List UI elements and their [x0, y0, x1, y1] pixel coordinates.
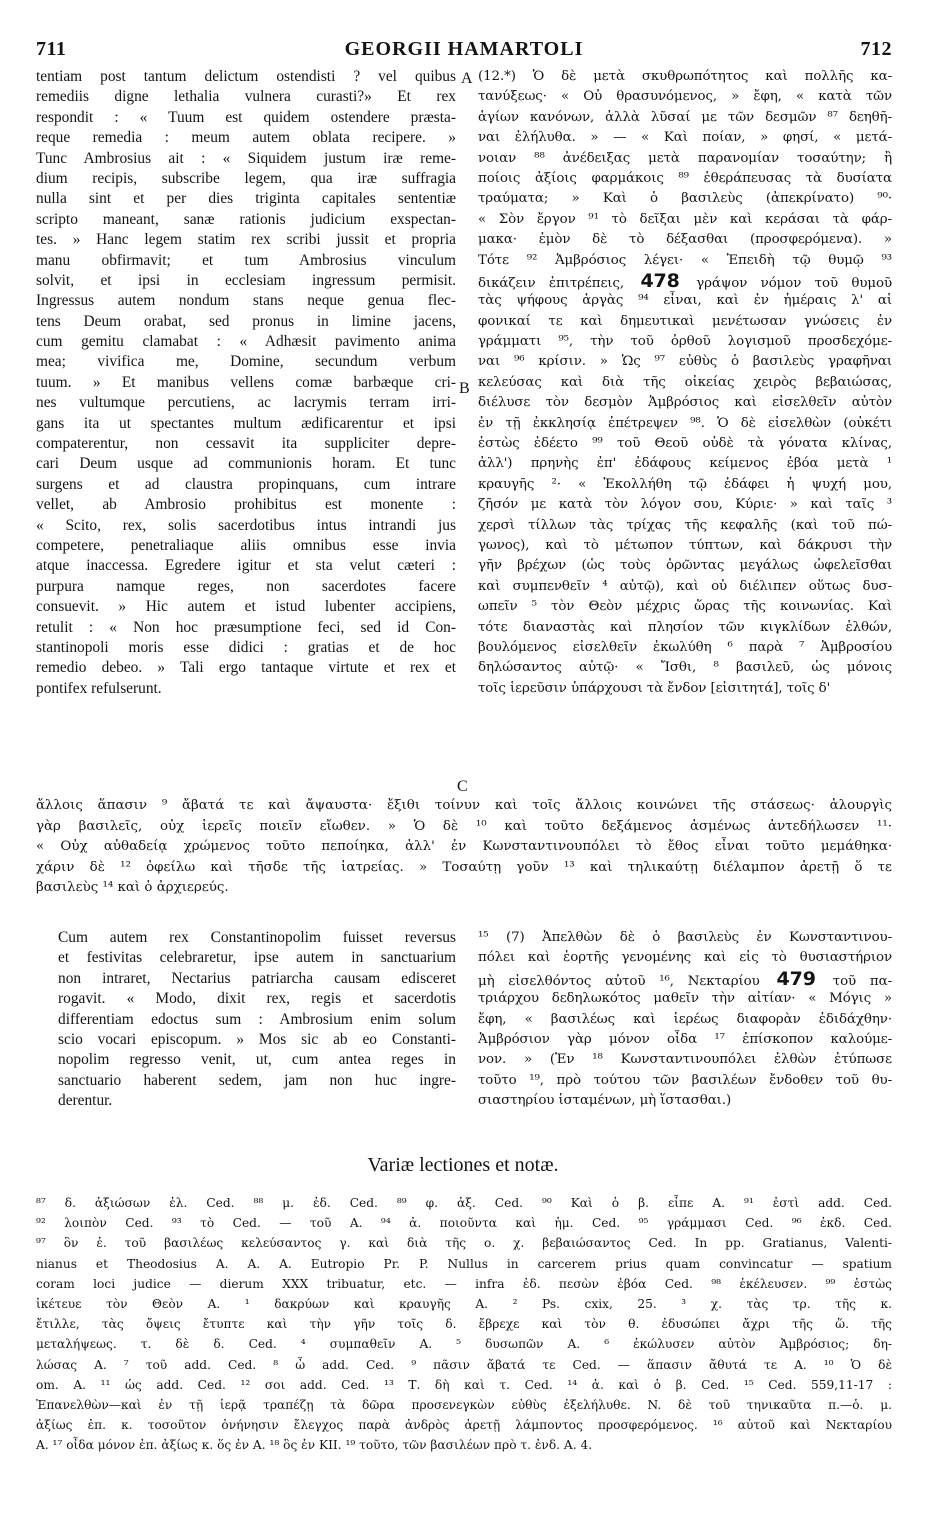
left-page-number: 711 — [36, 38, 67, 60]
text-line: ναι ἐλήλυθα. » — « Καὶ ποίαν, » φησί, « μετά- — [478, 130, 892, 146]
text-line: ἀξίως ἐπ. κ. τοσοῦτον ὀνήνησιν ἔλεγχος παρὰ ἀνδρὸς ἀρετῇ λάμποντος προσφερόμενος. ¹⁶ αὐτοῦ καὶ Νεκταρίου — [36, 1418, 892, 1433]
text-line: gans ita ut spectantes multum ædificarentur et ipsi — [36, 414, 456, 432]
text-line: surgens et ad claustra propinquans, cum intrare — [36, 475, 456, 493]
text-line: rogavit. « Modo, dixit rex, regis et sacerdotis — [58, 990, 456, 1008]
text-line: τριάρχου δεδηλωκότος μαθεῖν τὴν αἰτίαν· « Μόγις » — [478, 991, 892, 1007]
text-line: manu obfirmavit; et tum Ambrosius vinculum — [36, 251, 456, 269]
text-line: tens Deum orabat, sed pronus in limine jacens, — [36, 312, 456, 330]
text-line: τραύματα; » Καὶ ὁ βασιλεὺς (ἀπεκρίνατο) ⁹⁰· — [478, 191, 892, 207]
margin-letter-a: A — [461, 70, 473, 87]
text-line: « Scito, rex, solis sacerdotibus intus intrandi jus — [36, 516, 456, 534]
text-line: nopolim regresso venit, ut, cum antea reges in — [58, 1051, 456, 1069]
text-fragment: μὴ εἰσελθόντος αὐτοῦ ¹⁶, Νεκταρίου — [478, 973, 760, 989]
text-line: tentiam post tantum delictum ostendisti ? vel quibus — [36, 68, 456, 85]
text-fragment: γράψον νόμον τοῦ θυμοῦ — [696, 275, 892, 291]
text-line: sanctuario haberent sedem, jam non huc ingre- — [58, 1071, 456, 1089]
text-line: φονικαί τε καὶ δημευτικαὶ μενέτωσαν γνώσεις ἐν — [478, 313, 892, 329]
text-line: ζῆσόν με κατὰ τὸν λόγον σου, Κύριε· » καὶ ταῖς ³ — [478, 497, 892, 513]
text-line: coram loci judice — dierum XXX tribuatur, etc. — infra ἐδ. πεσὼν ἐβόα Ced. ⁹⁸ ἐκέλευσεν. ⁹⁹ ἑστὼς — [36, 1276, 892, 1291]
text-line: vellet, ab Ambrosio prohibitus est monente : — [36, 496, 456, 514]
text-line: νον. » (Ἐν ¹⁸ Κωνσταντινουπόλει ἐλθὼν ἐτύπωσε — [478, 1052, 892, 1068]
text-line: remediis digne lethalia vulnera curasti?» Et rex — [36, 88, 456, 106]
text-line: nulla sint et per dies triginta capitales sententiæ — [36, 190, 456, 208]
text-line: competere, penetraliaque aliis omnibus esse invia — [36, 536, 456, 554]
text-line: δηλώσαντος αὐτῷ· « Ἴσθι, ⁸ βασιλεῦ, ὡς μόνοις — [478, 660, 892, 676]
text-line: τότε διαναστὰς καὶ πλησίον τῶν κιγκλίδων ἐλθών, — [478, 619, 892, 635]
text-line: ἔφη, « βασιλέως καὶ ἱερέως διαφορὰν ἐδιδάχθην· — [478, 1011, 892, 1027]
text-line: derentur. — [58, 1092, 113, 1110]
text-line: scio vocari episcopum. » Mos sic ab eo Constanti- — [58, 1030, 456, 1048]
text-line: ἑστὼς ἐδέετο ⁹⁹ τοῦ Θεοῦ οὐδὲ τὰ γόνατα κλίνας, — [478, 436, 892, 452]
text-line: dium recipis, subscribe legem, qua iræ suffragia — [36, 169, 456, 187]
text-line: et festivitas celebraretur, ipse autem in sanctuarium — [58, 949, 456, 967]
notes-heading: Variæ lectiones et notæ. — [367, 1154, 559, 1176]
text-line: mea; vivifica me, Domine, secundum verbum — [36, 353, 456, 371]
text-line: κραυγῆς ²· « Ἐκολλήθη τῷ ἐδάφει ἡ ψυχή μου, — [478, 476, 892, 492]
text-line: purpura namque reges, non sacerdotes facere — [36, 577, 456, 595]
text-line: κελεύσας καὶ διὰ τῆς οἰκείας χειρὸς βεβαιώσας, — [478, 374, 892, 390]
text-line: σιαστηρίου ἱσταμένων, μὴ ἵστασθαι.) — [478, 1093, 732, 1109]
text-line: πόλει καὶ ἑορτῆς γενομένης καὶ εἰς τὸ θυσιαστήριον — [478, 950, 892, 966]
latin-column-bottom — [58, 928, 456, 1112]
text-line: μακα· ἐμὸν δὲ τὸ δέξασθαι (προσφερόμενα). » — [478, 232, 892, 248]
text-line: Ingressus autem nondum stans neque genua flec- — [36, 292, 456, 310]
text-line: καὶ συμπενθεῖν ⁴ αὐτῷ), καὶ οὐ διέλιπεν οὕτως δυσ- — [478, 578, 892, 594]
text-line: χάριν δὲ ¹² ὀφείλω καὶ τῆσδε τῆς ἰατρείας. » Τοσαύτῃ γοῦν ¹³ καὶ τηλικαύτῃ διέλαμπον ἀρετῇ ὅ τε — [36, 859, 892, 875]
text-line: γωνος), καὶ τὸ μέτωπον τύπτων, καὶ δάκρυσι τὴν — [478, 537, 892, 553]
text-line: τὰς ψήφους ἀργὰς ⁹⁴ εἶναι, καὶ ἐν ἡμέραις λ' αἱ — [478, 293, 892, 309]
text-line: ἄλλοις ἅπασιν ⁹ ἄβατά τε καὶ ἄψαυστα· ἔξιθι τοίνυν καὶ τοῖς ἄλλοις κοινώνει τῆς στάσεως· ἁλουργὶς — [36, 798, 892, 813]
text-line: ποίοις ἀξίοις φαρμάκοις ⁸⁹ ἐθεράπευσας τὰ δυσίατα — [478, 170, 892, 186]
text-line: μεταλήψεως. τ. δὲ δ. Ced. ⁴ συμπαθεῖν A. ⁵ δυσωπῶν A. ⁶ ἐκώλυσεν αὐτὸν Ἀμβρόσιος; δη- — [36, 1337, 892, 1352]
text-line: τοῦτο ¹⁹, πρὸ τούτου τῶν βασιλέων ἔνδοθεν τοῦ θυ- — [478, 1072, 892, 1088]
running-title: GEORGII HAMARTOLI — [344, 38, 584, 60]
text-line: ἁγίων κανόνων, ἀλλὰ λῦσαί με τῶν δεσμῶν ⁸⁷ δεηθῆ- — [478, 109, 892, 125]
text-line: νοιαν ⁸⁸ ἀνέδειξας μετὰ παρανομίαν τοσαύτην; ἢ — [478, 150, 892, 166]
greek-column-bottom — [478, 928, 892, 1112]
text-line: om. A. ¹¹ ὡς add. Ced. ¹² σοι add. Ced. ¹³ Τ. δὴ καὶ τ. Ced. ¹⁴ ἀ. καὶ ὁ β. Ced. ¹⁵ Ced. 559,11-17 : — [36, 1377, 892, 1392]
text-line — [478, 271, 892, 291]
text-line: respondit : « Tuum est quidem ostendere præsta- — [36, 108, 456, 126]
text-line: λώσας A. ⁷ τοῦ add. Ced. ⁸ ὦ add. Ced. ⁹ πᾶσιν ἄβατά τε Ced. — ἅπασιν ἄθυτά τε A. ¹⁰ Ὁ δὲ — [36, 1357, 892, 1372]
text-line: scripto maneant, sanæ rationis judicium exspectan- — [36, 210, 456, 228]
margin-letter-c: C — [457, 778, 468, 795]
text-line: nianus et Theodosius A. A. A. Eutropio Pr. P. Nullus in carcerem prius quam convincatur — spatium — [36, 1256, 892, 1271]
text-line: τοῖς ἱερεῦσιν ὑπάρχουσι τὰ ἔνδον [εἰσιτητά], τοῖς δ' — [478, 680, 831, 696]
greek-column-top — [478, 67, 892, 699]
latin-column-top — [36, 67, 456, 699]
text-line: ἱκέτευε τὸν Θεὸν A. ¹ δακρύων καὶ κραυγῆς A. ² Ps. cxix, 25. ³ χ. τὰς τρ. τῆς κ. — [36, 1296, 892, 1311]
page-marker: 479 — [776, 968, 816, 990]
variant-readings-notes — [36, 1193, 892, 1455]
text-line: differentiam edoctus sum : Ambrosium enim solum — [58, 1010, 456, 1028]
text-line: reque remedia : meum autem oblata recipere. » — [36, 129, 456, 147]
text-line: atque inaccessa. Egredere igitur et sta velut cæteri : — [36, 557, 456, 575]
text-line: χερσὶ τίλλων τὰς τρίχας τῆς κεφαλῆς (καὶ τοῦ πώ- — [478, 517, 892, 533]
text-line: Τότε ⁹² Ἀμβρόσιος λέγει· « Ἐπειδὴ τῷ θυμῷ ⁹³ — [478, 252, 892, 268]
text-line: tes. » Hanc legem statim rex scribi jussit et propria — [36, 231, 456, 249]
text-line: remedio debeo. » Tali ergo tantaque virtute et rex et — [36, 659, 456, 677]
margin-letter-b: B — [459, 380, 470, 397]
text-line: ⁹⁷ ὃν ἐ. τοῦ βασιλέως κελεύσαντος γ. καὶ διὰ τῆς ο. χ. βεβαιώσαντος Ced. In pp. Gratianus, Valenti- — [36, 1236, 892, 1251]
text-line: γῆν βρέχων (ὡς τοὺς ὁρῶντας μεγάλως ὠφελεῖσθαι — [478, 558, 892, 574]
greek-full-width-passage — [36, 796, 892, 899]
text-line: non intraret, Nectarius patriarcha causam edisceret — [58, 969, 456, 987]
text-line: consuevit. » Hic autem et istud lubenter accipiens, — [36, 598, 456, 616]
text-line: compaterentur, non cessavit ita suppliciter depre- — [36, 435, 456, 453]
text-line: « Σὸν ἔργον ⁹¹ τὸ δεῖξαι μὲν καὶ κεράσαι τὰ φάρ- — [478, 211, 892, 227]
text-line: « Οὐχ αὐθαδείᾳ χρώμενος τοῦτο πεποίηκα, ἀλλ' ἐν Κωνσταντινουπόλει τὸ ἔθος εἶναι τοῦτο μεμάθηκα· — [36, 839, 892, 855]
text-line: ¹⁵ (7) Ἀπελθὼν δὲ ὁ βασιλεὺς ἐν Κωνσταντινου- — [478, 930, 892, 945]
text-fragment: τοῦ πα- — [832, 973, 892, 989]
text-line: tuum. » Et manibus vellens comæ barbæque cri- — [36, 373, 456, 391]
text-line: ⁸⁷ δ. ἀξιώσων ἐλ. Ced. ⁸⁸ μ. ἐδ. Ced. ⁸⁹ φ. ἀξ. Ced. ⁹⁰ Καὶ ὁ β. εἶπε A. ⁹¹ ἐστὶ add. Ced. — [36, 1196, 892, 1210]
text-line: τανύξεως· « Οὐ θρασυνόμενος, » ἔφη, « κατὰ τῶν — [478, 89, 892, 105]
text-line: (12.*) Ὁ δὲ μετὰ σκυθρωπότητος καὶ πολλῆς κα- — [478, 69, 892, 84]
text-line: βασιλεὺς ¹⁴ καὶ ὁ ἀρχιερεύς. — [36, 880, 229, 896]
text-line: Ἀμβρόσιον γὰρ μόνον οἶδα ¹⁷ ἐπίσκοπον καλούμε- — [478, 1031, 892, 1047]
text-line: ⁹² λοιπὸν Ced. ⁹³ τὸ Ced. — τοῦ A. ⁹⁴ ἀ. ποιοῦντα καὶ ἡμ. Ced. ⁹⁵ γράμμασι Ced. ⁹⁶ ἐκδ. Ced. — [36, 1216, 892, 1231]
text-line: stantinopoli moris esse didici : gratias et de hoc — [36, 638, 456, 656]
text-line: solvit, et ipsi in ecclesiam ingressum permisit. — [36, 271, 456, 289]
right-page-number: 712 — [860, 38, 892, 60]
text-line: γὰρ βασιλεῖς, οὐχ ἱερεῖς ποιεῖν εἴωθεν. » Ὁ δὲ ¹⁰ καὶ τοῦτο δεξάμενος ἀσμένως ἀντεδήλωσεν ¹¹· — [36, 818, 892, 834]
text-line: A. ¹⁷ οἶδα μόνον ἐπ. ἀξίως κ. ὅς ἐν A. ¹⁸ ὃς ἐν KII. ¹⁹ τοῦτο, τῶν βασιλέων πρὸ τ. ἐνδ. A. 4. — [36, 1438, 593, 1453]
text-line: Ἐπανελθὼν—καὶ ἐν τῇ ἱερᾷ τραπέζῃ τὰ δῶρα προσενεγκὼν εὐθὺς ἐξελήλυθε. N. δὲ τοῦ τηνικαῦτα π.—ὁ. μ. — [36, 1397, 892, 1412]
text-line: Cum autem rex Constantinopolim fuisset reversus — [58, 929, 456, 946]
text-line — [478, 969, 892, 989]
text-line: retulit : « Non hoc præsumptione feci, sed id Con- — [36, 618, 456, 636]
text-line: cari Deum usque ad communionis horam. Et tunc — [36, 455, 456, 473]
text-line: Tunc Ambrosius ait : « Siquidem justum iræ reme- — [36, 149, 456, 167]
text-line: διέλυσε τὸν δεσμὸν Ἀμβρόσιος καὶ εἰσελθεῖν αὐτὸν — [478, 395, 892, 411]
text-line: ἔτιλλε, τὰς ὄψεις ἔτυπτε καὶ τὴν γῆν τοῖς δ. ἔβρεχε καὶ τὸν θ. ἐδυσώπει ἄχρι τῆς ὥ. τῆς — [36, 1317, 892, 1332]
text-line: cum gemitu clamabat : « Adhæsit pavimento anima — [36, 333, 456, 351]
text-fragment: δικάζειν ἐπιτρέπεις, — [478, 275, 625, 291]
running-header — [36, 38, 892, 62]
text-line: ἀλλ') πρηνὴς ἐπ' ἐδάφους κείμενος ἐβόα μετὰ ¹ — [478, 456, 892, 472]
text-line: ωπεῖν ⁵ τὸν Θεὸν μέχρις ὥρας τῆς κοινωνίας. Καὶ — [478, 599, 892, 615]
text-line: ἐν τῇ ἐκκλησίᾳ ἐπέτρεψεν ⁹⁸. Ὁ δὲ εἰσελθὼν (οὐκέτι — [478, 415, 892, 431]
text-line: nes vultumque percutiens, ac lacrymis terram irri- — [36, 394, 456, 412]
text-line: ναι ⁹⁶ κρίσιν. » Ὡς ⁹⁷ εὐθὺς ὁ βασιλεὺς γραφῆναι — [478, 354, 892, 370]
text-line: βουλόμενος εἰσελθεῖν ἐκωλύθη ⁶ παρὰ ⁷ Ἀμβροσίου — [478, 639, 892, 655]
text-line: pontifex refulserunt. — [36, 679, 162, 697]
page-marker: 478 — [640, 270, 680, 292]
text-line: γράμματι ⁹⁵, τὴν τοῦ ὀρθοῦ λογισμοῦ προσδεχόμε- — [478, 334, 892, 350]
